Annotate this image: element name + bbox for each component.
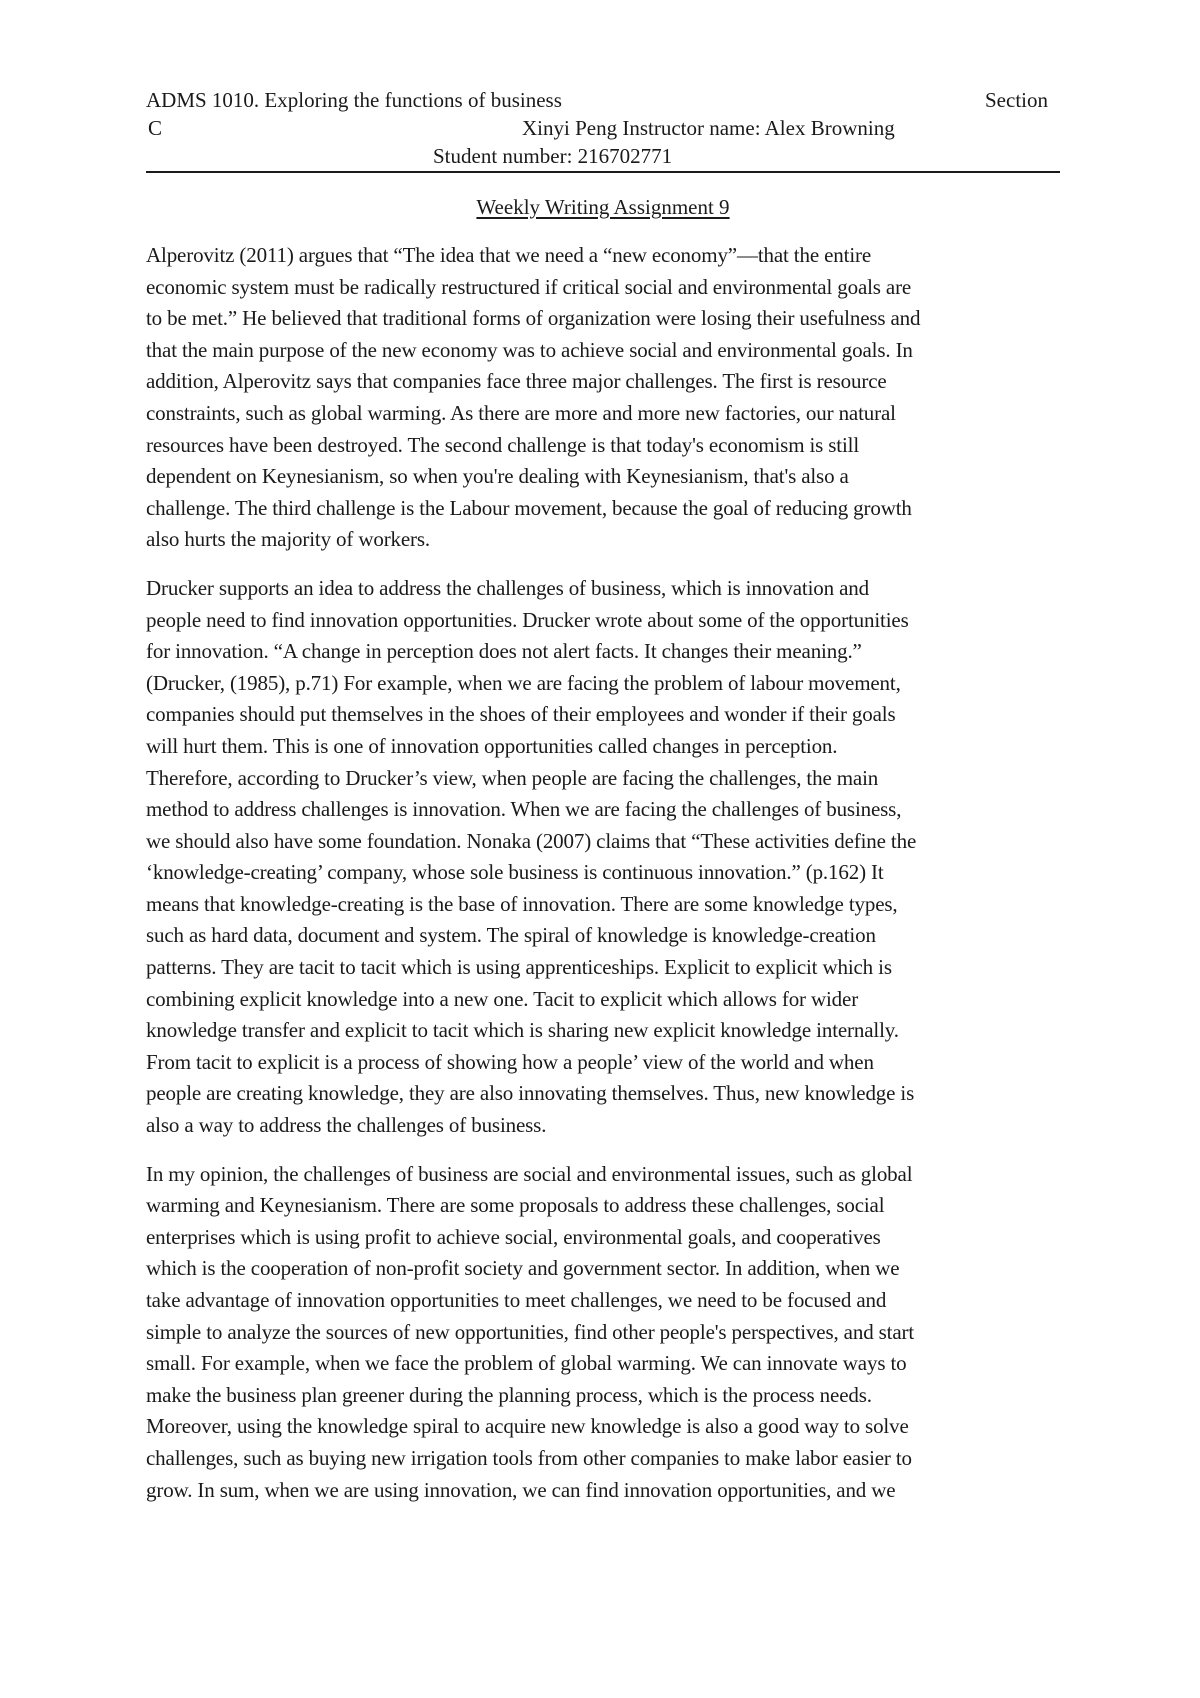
paragraph-line: we should also have some foundation. Nonaka (2007) claims that “These activities define the — [146, 828, 917, 853]
paragraph-line: companies should put themselves in the shoes of their employees and wonder if their goals — [146, 702, 896, 727]
student-instructor-line: Xinyi Peng Instructor name: Alex Browning — [522, 116, 895, 140]
paragraph-line: Moreover, using the knowledge spiral to acquire new knowledge is also a good way to solve — [146, 1414, 909, 1439]
paragraph-line: method to address challenges is innovation. When we are facing the challenges of business, — [146, 797, 902, 822]
paragraph-line: which is the cooperation of non-profit society and government sector. In addition, when we — [146, 1256, 900, 1281]
header-line-1 — [146, 86, 1060, 114]
paragraph-line: such as hard data, document and system. The spiral of knowledge is knowledge-creation — [146, 923, 876, 948]
paragraph-line: addition, Alperovitz says that companies face three major challenges. The first is resource — [146, 369, 887, 394]
section-letter: C — [148, 116, 163, 140]
paragraph-line: economic system must be radically restructured if critical social and environmental goals are — [146, 274, 912, 299]
paragraph-2 — [146, 573, 1066, 1142]
header-line-2 — [146, 114, 1060, 142]
section-label: Section — [985, 88, 1048, 112]
paragraph-line: will hurt them. This is one of innovation opportunities called changes in perception. — [146, 733, 838, 758]
document-body — [146, 240, 1066, 1523]
paragraph-line: that the main purpose of the new economy was to achieve social and environmental goals. In — [146, 337, 913, 362]
paragraph-3 — [146, 1159, 1066, 1507]
paragraph-line: ‘knowledge-creating’ company, whose sole business is continuous innovation.” (p.162) It — [146, 860, 884, 885]
paragraph-line: small. For example, when we face the problem of global warming. We can innovate ways to — [146, 1351, 907, 1376]
paragraph-line: make the business plan greener during the planning process, which is the process needs. — [146, 1382, 872, 1407]
paragraph-line: constraints, such as global warming. As there are more and more new factories, our natural — [146, 400, 896, 425]
paragraph-line: warming and Keynesianism. There are some proposals to address these challenges, social — [146, 1193, 885, 1218]
paragraph-line: for innovation. “A change in perception does not alert facts. It changes their meaning.” — [146, 639, 862, 664]
paragraph-line: Drucker supports an idea to address the challenges of business, which is innovation and — [146, 575, 869, 600]
header-line-3 — [146, 142, 1060, 170]
paragraph-line: challenge. The third challenge is the Labour movement, because the goal of reducing growth — [146, 495, 912, 520]
paragraph-line: dependent on Keynesianism, so when you're dealing with Keynesianism, that's also a — [146, 464, 849, 489]
paragraph-line: also hurts the majority of workers. — [146, 527, 431, 552]
paragraph-line: people need to find innovation opportunities. Drucker wrote about some of the opportunities — [146, 607, 909, 632]
paragraph-line: means that knowledge-creating is the base of innovation. There are some knowledge types, — [146, 891, 898, 916]
assignment-title: Weekly Writing Assignment 9 — [476, 195, 730, 219]
paragraph-line: take advantage of innovation opportunities to meet challenges, we need to be focused and — [146, 1288, 887, 1312]
paragraph-line: knowledge transfer and explicit to tacit which is sharing new explicit knowledge internally. — [146, 1018, 899, 1043]
paragraph-line: grow. In sum, when we are using innovation, we can find innovation opportunities, and we — [146, 1477, 896, 1502]
paragraph-line: enterprises which is using profit to achieve social, environmental goals, and cooperatives — [146, 1224, 881, 1249]
paragraph-line: simple to analyze the sources of new opportunities, find other people's perspectives, and start — [146, 1319, 915, 1344]
paragraph-line: to be met.” He believed that traditional forms of organization were losing their usefulness and — [146, 306, 921, 331]
document-header — [146, 86, 1060, 170]
student-number: Student number: 216702771 — [433, 144, 673, 168]
paragraph-line: resources have been destroyed. The second challenge is that today's economism is still — [146, 432, 860, 457]
paragraph-line: Therefore, according to Drucker’s view, when people are facing the challenges, the main — [146, 765, 879, 790]
paragraph-line: (Drucker, (1985), p.71) For example, when we are facing the problem of labour movement, — [146, 670, 901, 695]
paragraph-line: challenges, such as buying new irrigation tools from other companies to make labor easier to — [146, 1445, 912, 1470]
paragraph-line: also a way to address the challenges of business. — [146, 1113, 547, 1138]
paragraph-line: combining explicit knowledge into a new one. Tacit to explicit which allows for wider — [146, 986, 859, 1011]
paragraph-1 — [146, 240, 1066, 556]
paragraph-line: In my opinion, the challenges of business are social and environmental issues, such as global — [146, 1161, 913, 1186]
paragraph-line: people are creating knowledge, they are also innovating themselves. Thus, new knowledge is — [146, 1081, 915, 1106]
header-divider — [146, 171, 1060, 173]
course-title: ADMS 1010. Exploring the functions of business — [146, 88, 562, 112]
paragraph-line: From tacit to explicit is a process of showing how a people’ view of the world and when — [146, 1049, 874, 1074]
paragraph-line: patterns. They are tacit to tacit which is using apprenticeships. Explicit to explicit which is — [146, 955, 892, 980]
paragraph-line: Alperovitz (2011) argues that “The idea that we need a “new economy”—that the entire — [146, 243, 872, 267]
